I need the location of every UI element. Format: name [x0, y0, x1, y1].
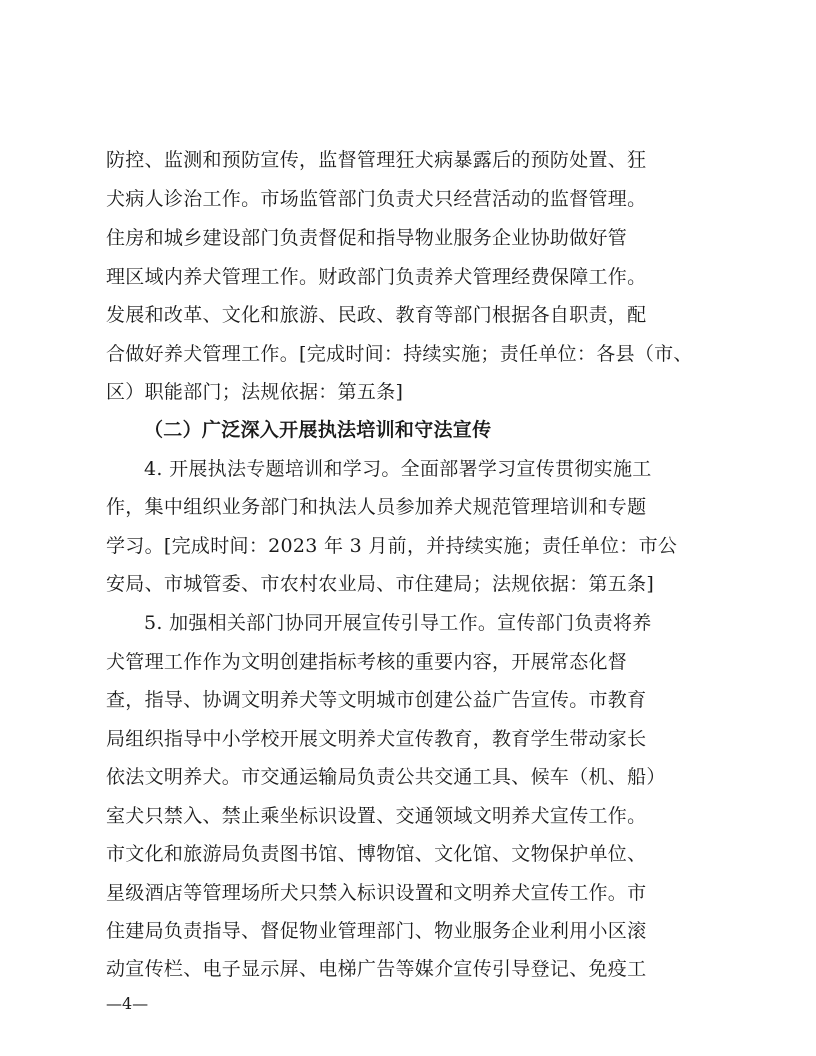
body-line: 局组织指导中小学校开展文明养犬宣传教育，教育学生带动家长	[106, 728, 647, 750]
body-line: 犬管理工作作为文明创建指标考核的重要内容，开展常态化督	[106, 651, 628, 673]
body-line: 查，指导、协调文明养犬等文明城市创建公益广告宣传。市教育	[106, 689, 647, 711]
paragraph-start-line: 5. 加强相关部门协同开展宣传引导工作。宣传部门负责将养	[144, 612, 652, 634]
paragraph-start-line: 4. 开展执法专题培训和学习。全面部署学习宣传贯彻实施工	[144, 458, 652, 480]
body-line: 依法文明养犬。市交通运输局负责公共交通工具、候车（机、船）	[106, 766, 666, 788]
page-number: —4—	[106, 994, 149, 1013]
body-line: 住建局负责指导、督促物业管理部门、物业服务企业利用小区滚	[106, 920, 647, 942]
body-line: 犬病人诊治工作。市场监管部门负责犬只经营活动的监督管理。	[106, 188, 647, 210]
body-line: 室犬只禁入、禁止乘坐标识设置、交通领域文明养犬宣传工作。	[106, 805, 647, 827]
body-line: 安局、市城管委、市农村农业局、市住建局；法规依据：第五条]	[106, 573, 655, 595]
body-line: 防控、监测和预防宣传，监督管理狂犬病暴露后的预防处置、狂	[106, 149, 647, 171]
body-line: 星级酒店等管理场所犬只禁入标识设置和文明养犬宣传工作。市	[106, 882, 647, 904]
body-line: 市文化和旅游局负责图书馆、博物馆、文化馆、文物保护单位、	[106, 843, 647, 865]
body-line: 动宣传栏、电子显示屏、电梯广告等媒介宣传引导登记、免疫工	[106, 958, 647, 980]
body-line: 区）职能部门；法规依据：第五条]	[106, 381, 404, 403]
body-line: 作，集中组织业务部门和执法人员参加养犬规范管理培训和专题	[106, 496, 647, 518]
body-line: 合做好养犬管理工作。[完成时间：持续实施；责任单位：各县（市、	[106, 343, 693, 365]
section-heading: （二）广泛深入开展执法培训和守法宣传	[144, 419, 492, 441]
body-line: 住房和城乡建设部门负责督促和指导物业服务企业协助做好管	[106, 227, 628, 249]
body-line: 发展和改革、文化和旅游、民政、教育等部门根据各自职责，配	[106, 304, 647, 326]
body-line: 学习。[完成时间：2023 年 3 月前，并持续实施；责任单位：市公	[106, 535, 678, 557]
body-line: 理区域内养犬管理工作。财政部门负责养犬管理经费保障工作。	[106, 266, 647, 288]
